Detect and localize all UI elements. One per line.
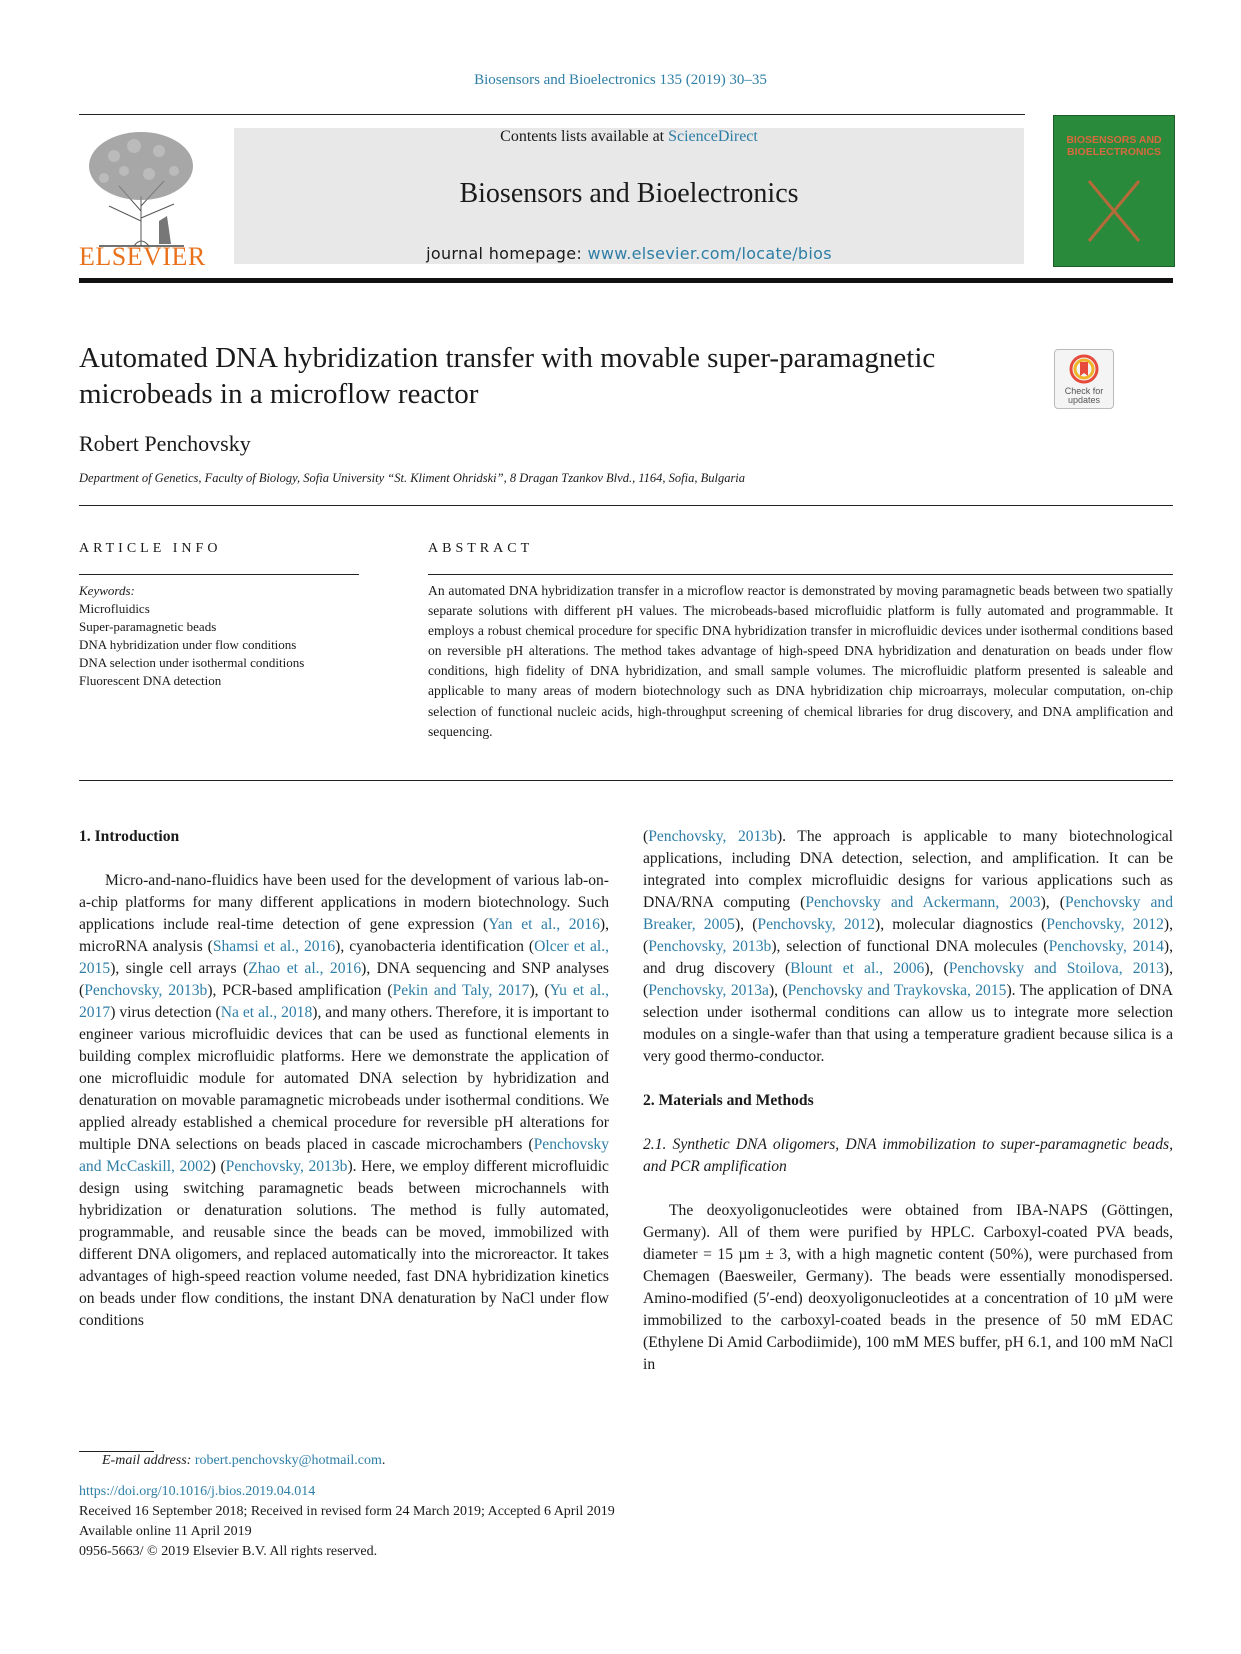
author-affiliation: Department of Genetics, Faculty of Biology, Sofia University “St. Kliment Ohridski”, 8 Dragan Tzankov Blvd., 1164, Sofia, Bulgaria (79, 471, 746, 485)
article-info-heading: ARTICLE INFO (79, 541, 222, 556)
sciencedirect-link[interactable]: ScienceDirect (668, 128, 758, 145)
keywords-block (79, 582, 304, 690)
journal-title: Biosensors and Bioelectronics (459, 178, 799, 209)
mid-rule (79, 505, 1173, 506)
reference-link[interactable]: Pekin and Taly, 2017 (392, 982, 530, 999)
paragraph-text: ). Here, we employ different microfluidic design using switching paramagnetic beads between microchannels with hybridization or denaturation solutions. The method is fully automated, programmable, and reusable since the beads can be moved, immobilized with different DNA oligomers, and replaced automatically into the microreactor. It takes advantages of high-speed reaction volume needed, fast DNA hybridization kinetics on beads under flow conditions, the instant DNA denaturation by NaCl under flow conditions (79, 1158, 609, 1329)
paragraph-text: ), microRNA analysis ( (79, 916, 609, 955)
paragraph-text: ), and many others. Therefore, it is important to engineer various microfluidic devices that can be used as functional elements in building complex microfluidic platforms. Here we demonstrate the application of one microfluidic module for automated DNA selection by hybridization and denaturation on movable paramagnetic microbeads under isothermal conditions. We applied already established a chemical procedure for reversible pH alterations for multiple DNA selections on beads placed in cascade microchambers ( (79, 1004, 609, 1153)
keyword-item: Super-paramagnetic beads (79, 619, 217, 634)
cover-graphic-icon (1084, 176, 1144, 246)
reference-link[interactable]: Penchovsky, 2013b (648, 828, 777, 845)
keyword-item: Fluorescent DNA detection (79, 673, 222, 688)
paragraph-text: ), selection of functional DNA molecules ( (771, 938, 1049, 955)
keyword-item: DNA selection under isothermal conditions (79, 655, 305, 670)
online-date: Available online 11 April 2019 (79, 1524, 252, 1539)
header-thick-rule (79, 278, 1173, 283)
abstract-text: An automated DNA hybridization transfer in a microflow reactor is demonstrated by moving paramagnetic beads between two spatially separate solutions with different pH values. The microbeads-based microfluidic platform is fully automated and programmable. It employs a robust chemical procedure for specific DNA hybridization transfer in microfluidic devices under isothermal conditions based on reversible pH alterations. The method takes advantage of high-speed DNA hybridization and denaturation on beads under flow conditions, high fidelity of DNA hybridization, and small sample volumes. The microfluidic platform presented is saleable and applicable to many areas of modern biotechnology such as DNA hybridization chip microarrays, molecular computation, on-chip selection of functional nucleic acids, high-throughput screening of chemical libraries for drug discovery, and DNA amplification and sequencing. (428, 583, 1173, 739)
reference-link[interactable]: Penchovsky, 2012 (757, 916, 876, 933)
check-for-updates-badge[interactable] (1054, 349, 1114, 409)
homepage-link[interactable]: www.elsevier.com/locate/bios (587, 244, 832, 263)
paragraph-text: ) ( (210, 1158, 226, 1175)
paragraph-text: ) virus detection ( (110, 1004, 221, 1021)
reference-link[interactable]: Blount et al., 2006 (790, 960, 925, 977)
reference-link[interactable]: Penchovsky and Traykovska, 2015 (787, 982, 1007, 999)
subsection-heading: 2.1. Synthetic DNA oligomers, DNA immobilization to super-paramagnetic beads, and PCR amplification (643, 1136, 1173, 1175)
journal-banner (234, 128, 1024, 264)
paragraph-text: ), molecular diagnostics ( (875, 916, 1047, 933)
reference-link[interactable]: Penchovsky and Stoilova, 2013 (948, 960, 1164, 977)
keywords-label: Keywords: (79, 583, 135, 598)
reference-link[interactable]: Olcer et al., 2015 (79, 938, 609, 977)
reference-link[interactable]: Penchovsky, 2013b (648, 938, 772, 955)
section-heading-methods: 2. Materials and Methods (643, 1092, 814, 1109)
paragraph-text: ), ( (768, 982, 788, 999)
keyword-item: DNA hybridization under flow conditions (79, 637, 297, 652)
paragraph-text: ). The approach is applicable to many biotechnological applications, including DNA detection, selection, and amplification. It can be integrated into complex microfluidic designs for various applications such as DNA/RNA computing ( (643, 828, 1173, 911)
received-dates: Received 16 September 2018; Received in revised form 24 March 2019; Accepted 6 April 2019 (79, 1504, 615, 1519)
abstract-rule (428, 574, 1173, 575)
paragraph-text: Micro-and-nano-fluidics have been used for the development of various lab-on-a-chip platforms for many different applications in modern biotechnology. Such applications include real-time detection of gene expression ( (79, 872, 609, 933)
reference-link[interactable]: Penchovsky, 2013b (84, 982, 208, 999)
contents-line: Contents lists available at ScienceDirect (500, 128, 758, 145)
reference-link[interactable]: Penchovsky, 2013a (648, 982, 769, 999)
paragraph-text: ), PCR-based amplification ( (207, 982, 393, 999)
paragraph-text: ), ( (643, 916, 1173, 955)
author-name: Robert Penchovsky (79, 431, 251, 456)
email-footnote: E-mail address: robert.penchovsky@hotmail.com. (102, 1453, 386, 1468)
info-rule (79, 574, 359, 575)
reference-link[interactable]: Yu et al., 2017 (79, 982, 609, 1021)
paragraph-text: ), DNA sequencing and SNP analyses ( (79, 960, 609, 999)
copyright-line: 0956-5663/ © 2019 Elsevier B.V. All rights reserved. (79, 1544, 378, 1559)
cover-title: BIOSENSORS AND BIOELECTRONICS (1066, 134, 1162, 158)
article-title: Automated DNA hybridization transfer with movable super-paramagnetic microbeads in a microflow reactor (79, 342, 936, 410)
abstract-end-rule (79, 780, 1173, 781)
journal-cover-thumbnail[interactable] (1053, 115, 1175, 267)
paragraph-text: ), single cell arrays ( (110, 960, 249, 977)
article-metadata (79, 1482, 615, 1562)
intro-paragraph-1 (79, 870, 609, 1332)
reference-link[interactable]: Penchovsky, 2013b (225, 1158, 348, 1175)
paragraph-text: ), ( (529, 982, 550, 999)
bookmark-icon (1069, 354, 1099, 384)
paragraph-text: ), ( (924, 960, 949, 977)
doi-link[interactable]: https://doi.org/10.1016/j.bios.2019.04.014 (79, 1484, 316, 1499)
journal-citation[interactable]: Biosensors and Bioelectronics 135 (2019) 30–35 (474, 72, 767, 88)
body-column-left (79, 826, 609, 1332)
keyword-item: Microfluidics (79, 601, 150, 616)
paragraph-text: ( (643, 828, 649, 845)
reference-link[interactable]: Shamsi et al., 2016 (212, 938, 336, 955)
paragraph-text: ). The application of DNA selection under isothermal conditions can allow us to integrate more selection modules on a single-wafer than that using a temperature gradient because silica is a very good thermo-conductor. (643, 982, 1173, 1065)
paragraph-text: ), cyanobacteria identification ( (335, 938, 535, 955)
abstract-heading: ABSTRACT (428, 541, 534, 556)
reference-link[interactable]: Na et al., 2018 (220, 1004, 313, 1021)
section-heading-introduction: 1. Introduction (79, 828, 180, 845)
paragraph-text: ), ( (643, 960, 1173, 999)
body-column-right (643, 826, 1173, 1376)
paragraph-text: ), ( (734, 916, 758, 933)
reference-link[interactable]: Yan et al., 2016 (488, 916, 600, 933)
reference-link[interactable]: Penchovsky and McCaskill, 2002 (79, 1136, 609, 1175)
methods-paragraph-1: The deoxyoligonucleotides were obtained from IBA-NAPS (Göttingen, Germany). All of them were purified by HPLC. Carboxyl-coated PVA beads, diameter = 15 µm ± 3, with a high magnetic content (50%), were purchased from Chemagen (Baesweiler, Germany). The beads were essentially monodispersed. Amino-modified (5′-end) deoxyoligonucleotides at a concentration of 10 µM were immobilized to the carboxyl-coated beads in the presence of 50 mM EDAC (Ethylene Di Amid Carbodiimide), 100 mM MES buffer, pH 6.1, and 100 mM NaCl in (643, 1202, 1173, 1373)
top-rule (79, 114, 1025, 115)
intro-paragraph-2 (643, 826, 1173, 1068)
paragraph-text: ), ( (1040, 894, 1065, 911)
reference-link[interactable]: Penchovsky and Breaker, 2005 (643, 894, 1174, 933)
reference-link[interactable]: Penchovsky, 2012 (1046, 916, 1164, 933)
reference-link[interactable]: Zhao et al., 2016 (248, 960, 362, 977)
check-for-updates-label: Check for updates (1064, 386, 1104, 405)
paragraph-text: ), and drug discovery ( (643, 938, 1173, 977)
email-link[interactable]: robert.penchovsky@hotmail.com (194, 1453, 382, 1468)
reference-link[interactable]: Penchovsky and Ackermann, 2003 (805, 894, 1041, 911)
homepage-line: journal homepage: www.elsevier.com/locate/bios (426, 244, 832, 263)
reference-link[interactable]: Penchovsky, 2014 (1048, 938, 1164, 955)
email-label: E-mail address: (102, 1453, 192, 1468)
publisher-wordmark: ELSEVIER (79, 242, 206, 271)
